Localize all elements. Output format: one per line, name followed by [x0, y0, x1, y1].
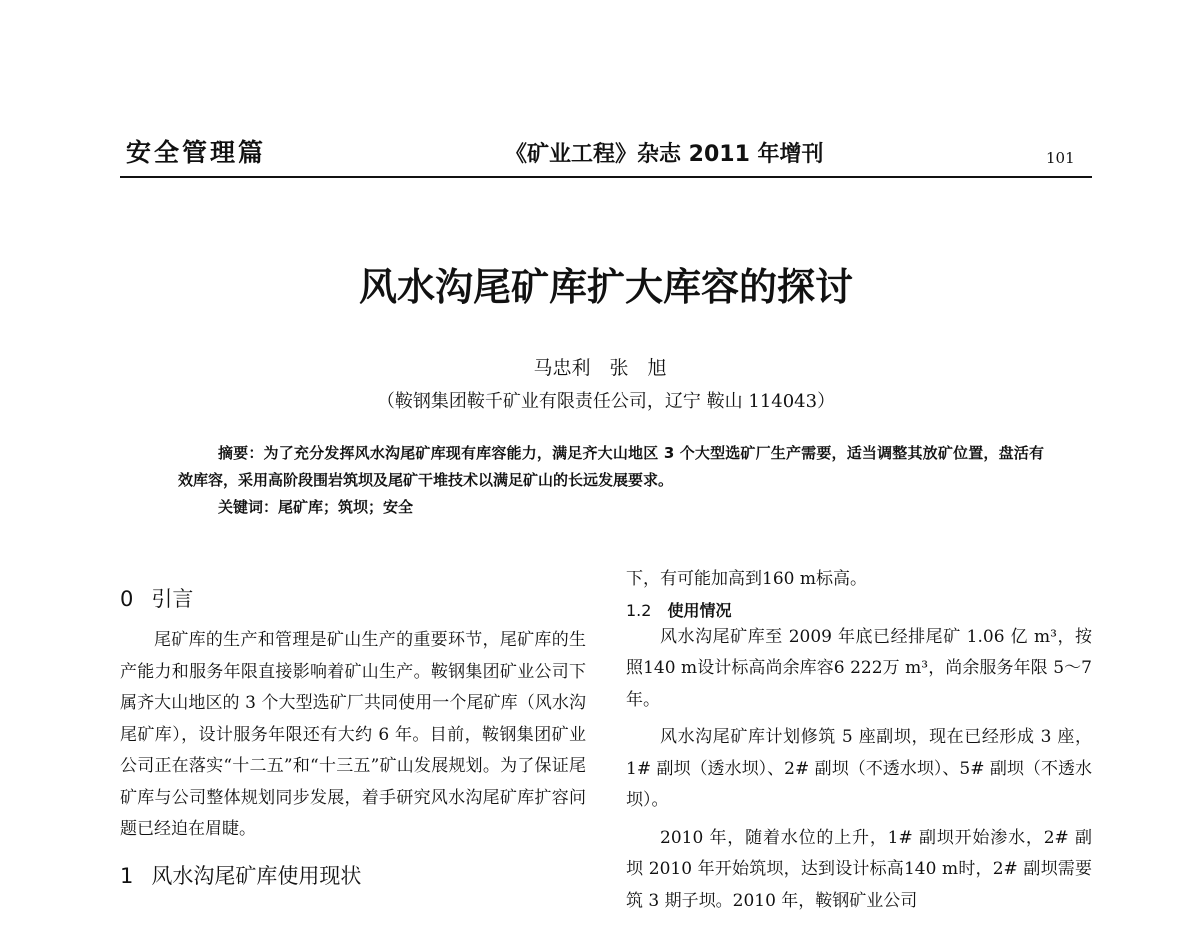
usage-paragraph-2: 风水沟尾矿库计划修筑 5 座副坝，现在已经形成 3 座，1# 副坝（透水坝）、2# 副坝（不透水坝）、5# 副坝（不透水坝）。 [626, 727, 1092, 810]
keywords: 关键词：尾矿库；筑坝；安全 [218, 498, 414, 516]
right-column [626, 564, 1092, 917]
running-header-section: 安全管理篇 [126, 138, 267, 167]
section-title: 风水沟尾矿库使用现状 [151, 863, 362, 888]
running-header-journal: 《矿业工程》杂志 2011 年增刊 [505, 142, 824, 167]
usage-paragraph-1: 风水沟尾矿库至 2009 年底已经排尾矿 1.06 亿 m³，按照140 m设计标高尚余库容6 222万 m³，尚余服务年限 5～7 年。 [626, 626, 1092, 710]
header-rule [120, 176, 1092, 178]
abstract-text: 摘要：为了充分发挥风水沟尾矿库现有库容能力，满足齐大山地区 3 个大型选矿厂生产需要，适当调整其放矿位置，盘活有效库容，采用高阶段围岩筑坝及尾矿干堆技术以满足矿山的长远发展要求。 [178, 444, 1044, 489]
section-heading-intro [120, 583, 586, 613]
section-title: 引言 [151, 587, 194, 611]
usage-paragraph-3: 2010 年，随着水位的上升，1# 副坝开始渗水，2# 副坝 2010 年开始筑坝，达到设计标高140 m时，2# 副坝需要筑 3 期子坝。2010 年，鞍钢矿业公司 [626, 827, 1092, 911]
paper-title: 风水沟尾矿库扩大库容的探讨 [358, 264, 853, 309]
subsection-title: 使用情况 [667, 600, 732, 620]
continued-paragraph: 下，有可能加高到160 m标高。 [626, 569, 867, 589]
section-number: 1 [120, 863, 134, 888]
section-heading-status [120, 860, 586, 890]
subsection-number: 1.2 [626, 600, 652, 620]
subsection-heading-usage [626, 598, 1092, 621]
section-number: 0 [120, 587, 134, 611]
affiliation: （鞍钢集团鞍千矿业有限责任公司，辽宁 鞍山 114043） [376, 391, 836, 412]
page-number: 101 [1046, 149, 1075, 167]
intro-paragraph: 尾矿库的生产和管理是矿山生产的重要环节，尾矿库的生产能力和服务年限直接影响着矿山生产。鞍钢集团矿业公司下属齐大山地区的 3 个大型选矿厂共同使用一个尾矿库（风水沟尾矿库），设计服务年限还有大约 6 年。目前，鞍钢集团矿业公司正在落实“十二五”和“十三五”矿山发展规划。为了保证尾矿库与公司整体规划同步发展，着手研究风水沟尾矿库扩容问题已经迫在眉睫。 [120, 630, 586, 839]
abstract-block [178, 440, 1044, 521]
authors: 马忠利 张 旭 [533, 357, 667, 379]
left-column [120, 583, 586, 890]
